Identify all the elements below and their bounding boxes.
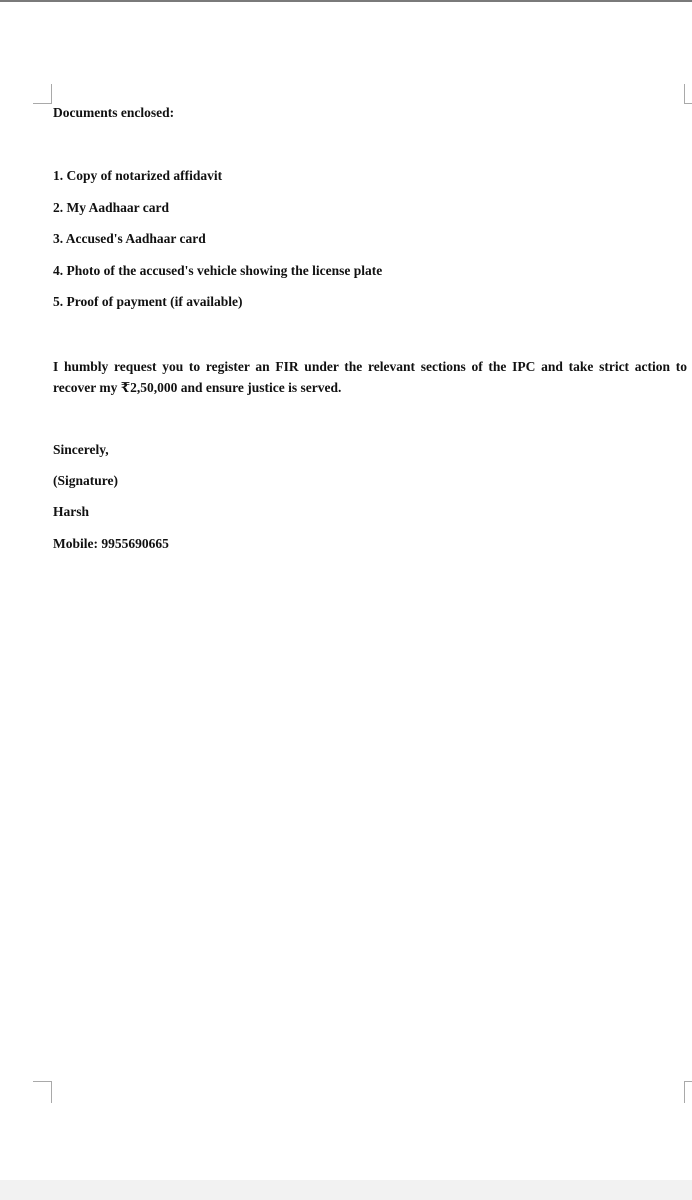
page-gap (0, 1180, 692, 1200)
document-page (0, 2, 692, 1180)
document-item: 2. My Aadhaar card (53, 200, 170, 215)
document-item: 5. Proof of payment (if available) (53, 294, 243, 309)
document-item: 4. Photo of the accused's vehicle showing the license plate (53, 263, 383, 278)
document-item: 1. Copy of notarized affidavit (53, 168, 223, 183)
documents-heading: Documents enclosed: (53, 105, 175, 120)
document-item: 3. Accused's Aadhaar card (53, 231, 206, 246)
sender-mobile: Mobile: 9955690665 (53, 536, 169, 551)
crop-mark-bottom-right (684, 1081, 692, 1103)
valediction: Sincerely, (53, 442, 109, 457)
crop-mark-top-left (33, 84, 52, 104)
signature-placeholder: (Signature) (53, 473, 119, 488)
sender-name: Harsh (53, 504, 90, 519)
crop-mark-bottom-left (33, 1081, 52, 1103)
crop-mark-top-right (684, 84, 692, 104)
request-paragraph: I humbly request you to register an FIR under the relevant sections of the IPC and take strict action to recover my ₹2,50,000 and ensure justice is served. (53, 359, 687, 395)
